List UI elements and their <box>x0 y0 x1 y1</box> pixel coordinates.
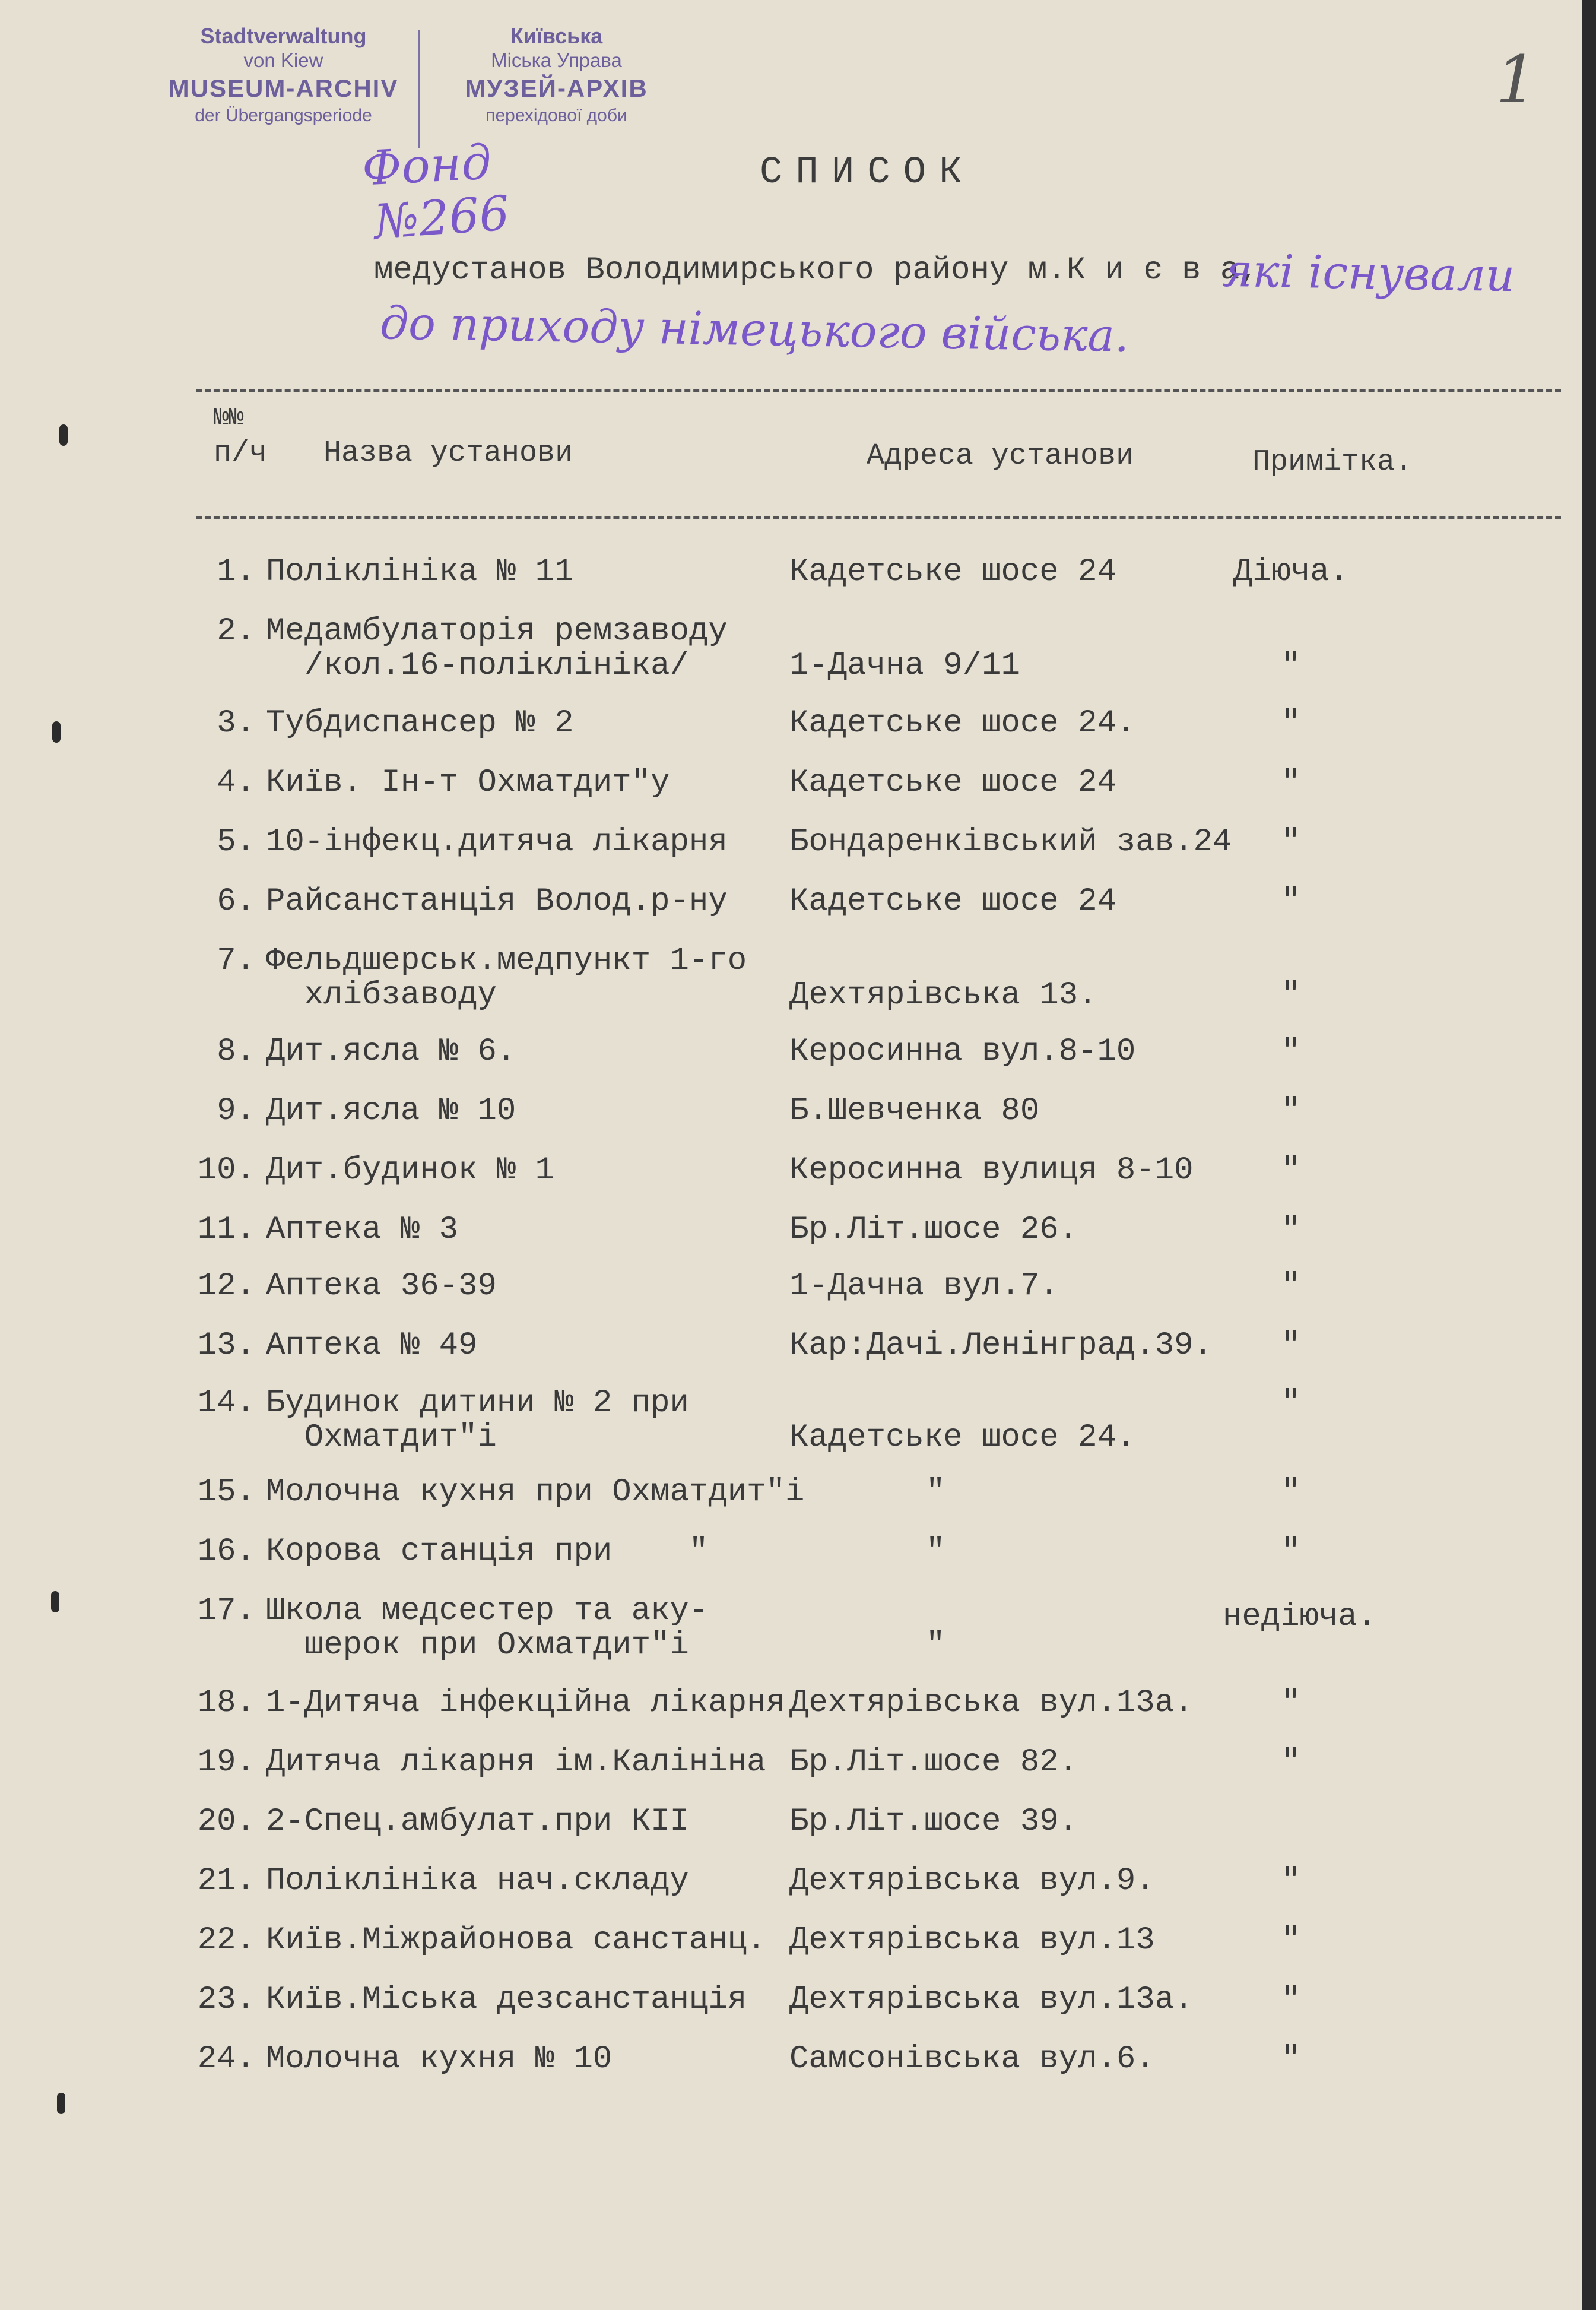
row-number: 11. <box>197 1212 255 1248</box>
header-number-line1: №№ <box>214 404 244 432</box>
row-note: " <box>1281 1744 1301 1780</box>
row-number: 24. <box>197 2041 255 2077</box>
row-name: Корова станція при " <box>266 1533 709 1570</box>
row-name: Київ. Ін-т Охматдит"у <box>266 765 670 801</box>
stamp-line: der Übergangsperiode <box>195 106 372 125</box>
header-address: Адреса установи <box>867 439 1134 473</box>
row-address: Кадетське шосе 24 <box>789 765 1116 801</box>
row-note: Діюча. <box>1233 554 1349 590</box>
row-note: " <box>1281 977 1301 1013</box>
row-address: Бр.Літ.шосе 39. <box>789 1804 1078 1840</box>
row-name: 1-Дитяча інфекційна лікарня <box>266 1685 785 1721</box>
row-number: 9. <box>217 1093 255 1129</box>
row-number: 7. <box>217 943 255 979</box>
row-name: Київ.Міська дезсанстанція <box>266 1982 747 2018</box>
row-note: " <box>1281 648 1301 684</box>
row-address: Бр.Літ.шосе 82. <box>789 1744 1078 1780</box>
row-address: Кадетське шосе 24 <box>789 554 1116 590</box>
row-address: Дехтярівська вул.13а. <box>789 1982 1194 2018</box>
row-number: 3. <box>217 705 255 742</box>
row-note: недіюча. <box>1223 1599 1377 1635</box>
row-address: 1-Дачна вул.7. <box>789 1268 1059 1304</box>
row-address: Кадетське шосе 24 <box>789 883 1116 920</box>
row-address: Керосинна вулиця 8-10 <box>789 1152 1194 1189</box>
row-name: Молочна кухня № 10 <box>266 2041 613 2077</box>
row-address: " <box>926 1474 945 1510</box>
row-name: Поліклініка нач.складу <box>266 1863 689 1899</box>
row-name: Тубдиспансер № 2 <box>266 705 574 742</box>
row-name: Аптека № 49 <box>266 1327 478 1364</box>
row-number: 17. <box>197 1593 255 1629</box>
row-number: 10. <box>197 1152 255 1189</box>
stamp-line: Stadtverwaltung <box>200 24 367 48</box>
row-name: Поліклініка № 11 <box>266 554 574 590</box>
page-number: 1 <box>1496 42 1537 118</box>
stamp-line: перехідової доби <box>486 106 627 125</box>
row-address: Бр.Літ.шосе 26. <box>789 1212 1078 1248</box>
stamp-line: Київська <box>510 24 603 48</box>
row-note: " <box>1281 2041 1301 2077</box>
row-number: 19. <box>197 1744 255 1780</box>
row-address: " <box>926 1627 945 1663</box>
row-number: 4. <box>217 765 255 801</box>
row-address: Б.Шевченка 80 <box>789 1093 1040 1129</box>
row-note: " <box>1281 1152 1301 1189</box>
row-name: Аптека № 3 <box>266 1212 459 1248</box>
stamp-line: MUSEUM-ARCHIV <box>168 74 399 102</box>
row-name: Школа медсестер та аку- шерок при Охматдит"і <box>266 1593 709 1663</box>
row-name: Фельдшерськ.медпункт 1-го хлібзаводу <box>266 943 747 1013</box>
row-number: 16. <box>197 1533 255 1570</box>
row-address: 1-Дачна 9/11 <box>789 648 1020 684</box>
row-note: " <box>1281 824 1301 860</box>
fund-label: Фонд <box>360 134 493 197</box>
row-address: Самсонівська вул.6. <box>789 2041 1155 2077</box>
handwritten-note-line2: до приходу німецького війська. <box>379 296 1129 363</box>
stamp-line: Міська Управа <box>491 49 622 71</box>
row-note: " <box>1281 1093 1301 1129</box>
stamp-line: von Kiew <box>243 49 323 71</box>
row-note: " <box>1281 1685 1301 1721</box>
handwritten-note-line1: які існували <box>1222 243 1515 302</box>
row-name: Аптека 36-39 <box>266 1268 497 1304</box>
row-number: 21. <box>197 1863 255 1899</box>
row-number: 23. <box>197 1982 255 2018</box>
row-number: 15. <box>197 1474 255 1510</box>
row-note: " <box>1281 765 1301 801</box>
row-note: " <box>1281 1212 1301 1248</box>
header-note: Примітка. <box>1252 445 1413 479</box>
row-number: 22. <box>197 1922 255 1959</box>
row-number: 12. <box>197 1268 255 1304</box>
row-note: " <box>1281 883 1301 920</box>
row-note: " <box>1281 1982 1301 2018</box>
row-name: Дит.ясла № 6. <box>266 1034 516 1070</box>
row-number: 5. <box>217 824 255 860</box>
row-note: " <box>1281 1268 1301 1304</box>
row-address: Кадетське шосе 24. <box>789 705 1136 742</box>
row-number: 20. <box>197 1804 255 1840</box>
row-address: Дехтярівська вул.13а. <box>789 1685 1194 1721</box>
header-number-line2: п/ч <box>214 436 268 470</box>
row-address: Бондаренківський зав.24 <box>789 824 1232 860</box>
document-title: СПИСОК <box>760 151 975 194</box>
fund-number: №266 <box>372 185 512 250</box>
row-number: 18. <box>197 1685 255 1721</box>
row-address: " <box>926 1533 945 1570</box>
row-name: 2-Спец.амбулат.при КІІ <box>266 1804 689 1840</box>
row-note: " <box>1281 1474 1301 1510</box>
row-name: Будинок дитини № 2 при Охматдит"і <box>266 1385 689 1456</box>
row-number: 14. <box>197 1385 255 1421</box>
row-name: Дитяча лікарня ім.Калініна <box>266 1744 766 1780</box>
row-note: " <box>1281 1327 1301 1364</box>
row-number: 6. <box>217 883 255 920</box>
row-name: Райсанстанція Волод.р-ну <box>266 883 728 920</box>
row-number: 1. <box>217 554 255 590</box>
row-address: Дехтярівська 13. <box>789 977 1097 1013</box>
row-name: 10-інфекц.дитяча лікарня <box>266 824 728 860</box>
row-note: " <box>1281 705 1301 742</box>
row-address: Дехтярівська вул.9. <box>789 1863 1155 1899</box>
row-number: 8. <box>217 1034 255 1070</box>
row-address: Кар:Дачі.Ленінград.39. <box>789 1327 1213 1364</box>
row-name: Медамбулаторія ремзаводу /кол.16-поліклініка/ <box>266 613 728 684</box>
row-address: Керосинна вул.8-10 <box>789 1034 1136 1070</box>
row-address: Дехтярівська вул.13 <box>789 1922 1155 1959</box>
row-name: Дит.ясла № 10 <box>266 1093 516 1129</box>
header-name: Назва установи <box>323 436 573 470</box>
row-note: " <box>1281 1922 1301 1959</box>
row-note: " <box>1281 1533 1301 1570</box>
stamp-line: МУЗЕЙ-АРХІВ <box>465 74 648 102</box>
row-note: " <box>1281 1034 1301 1070</box>
row-note: " <box>1281 1863 1301 1899</box>
row-note: " <box>1281 1385 1301 1421</box>
row-number: 2. <box>217 613 255 649</box>
row-name: Молочна кухня при Охматдит"і <box>266 1474 805 1510</box>
row-address: Кадетське шосе 24. <box>789 1419 1136 1456</box>
document-subtitle: медустанов Володимирського району м.К и є в а, <box>374 252 1259 289</box>
row-number: 13. <box>197 1327 255 1364</box>
row-name: Дит.будинок № 1 <box>266 1152 555 1189</box>
row-name: Київ.Міжрайонова санстанц. <box>266 1922 766 1959</box>
